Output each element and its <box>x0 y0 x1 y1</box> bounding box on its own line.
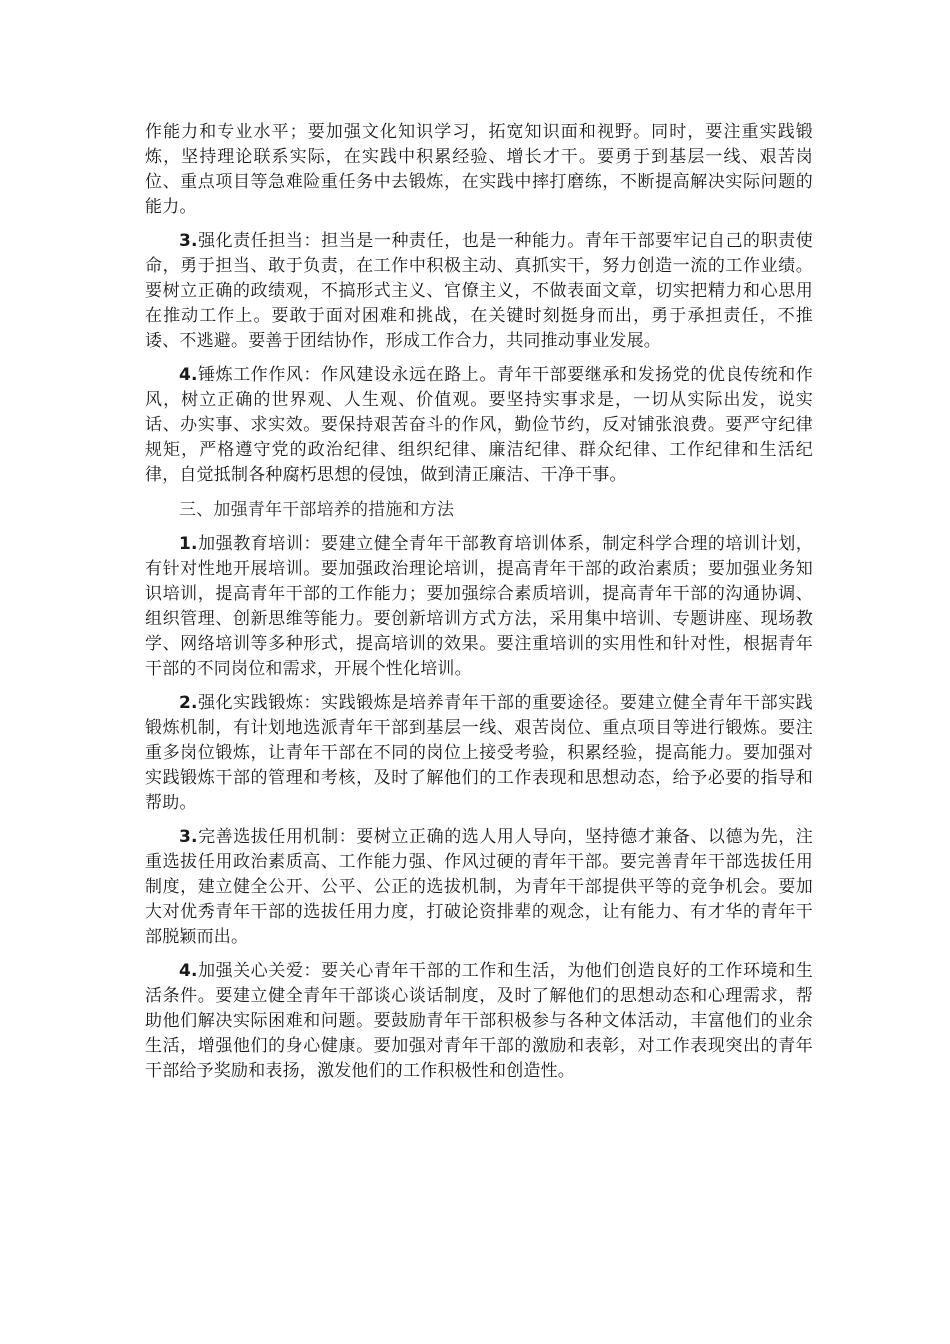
item-number: 4. <box>179 365 198 385</box>
item-text: 加强关心关爱：要关心青年干部的工作和生活，为他们创造良好的工作环境和生活条件。要建立健全青年干部谈心谈话制度，及时了解他们的思想动态和心理需求，帮助他们解决实际困难和问题。要鼓励青年干部积极参与各种文体活动，丰富他们的业余生活，增强他们的身心健康。要加强对青年干部的激励和表彰，对工作表现突出的青年干部给予奖励和表扬，激发他们的工作积极性和创造性。 <box>145 961 813 1081</box>
paragraph-work-style <box>145 363 813 488</box>
item-text: 加强教育培训：要建立健全青年干部教育培训体系，制定科学合理的培训计划，有针对性地开展培训。要加强政治理论培训，提高青年干部的政治素质；要加强业务知识培训，提高青年干部的工作能力；要加强综合素质培训，提高青年干部的沟通协调、组织管理、创新思维等能力。要创新培训方式方法，采用集中培训、专题讲座、现场教学、网络培训等多种形式，提高培训的效果。要注重培训的实用性和针对性，根据青年干部的不同岗位和需求，开展个性化培训。 <box>145 534 813 679</box>
item-number: 2. <box>179 693 198 713</box>
continuation-paragraph: 作能力和专业水平；要加强文化知识学习，拓宽知识面和视野。同时，要注重实践锻炼，坚持理论联系实际，在实践中积累经验、增长才干。要勇于到基层一线、艰苦岗位、重点项目等急难险重任务中去锻炼，在实践中摔打磨练，不断提高解决实际问题的能力。 <box>145 122 813 217</box>
paragraph-practice <box>145 691 813 816</box>
paragraph-selection <box>145 825 813 950</box>
document-page <box>145 120 813 1084</box>
item-number: 3. <box>179 231 198 251</box>
item-number: 3. <box>179 827 198 847</box>
item-text: 强化实践锻炼：实践锻炼是培养青年干部的重要途径。要建立健全青年干部实践锻炼机制，有计划地选派青年干部到基层一线、艰苦岗位、重点项目等进行锻炼。要注重多岗位锻炼，让青年干部在不同的岗位上接受考验，积累经验，提高能力。要加强对实践锻炼干部的管理和考核，及时了解他们的工作表现和思想动态，给予必要的指导和帮助。 <box>145 693 813 813</box>
item-number: 1. <box>179 534 198 554</box>
item-number: 4. <box>179 961 198 981</box>
section-heading: 三、加强青年干部培养的措施和方法 <box>179 500 455 520</box>
item-text: 锤炼工作作风：作风建设永远在路上。青年干部要继承和发扬党的优良传统和作风，树立正确的世界观、人生观、价值观。要坚持实事求是，一切从实际出发，说实话、办实事、求实效。要保持艰苦奋斗的作风，勤俭节约，反对铺张浪费。要严守纪律规矩，严格遵守党的政治纪律、组织纪律、廉洁纪律、群众纪律、工作纪律和生活纪律，自觉抵制各种腐朽思想的侵蚀，做到清正廉洁、干净干事。 <box>145 365 813 485</box>
item-text: 强化责任担当：担当是一种责任，也是一种能力。青年干部要牢记自己的职责使命，勇于担当、敢于负责，在工作中积极主动、真抓实干，努力创造一流的工作业绩。要树立正确的政绩观，不搞形式主义、官僚主义，不做表面文章，切实把精力和心思用在推动工作上。要敢于面对困难和挑战，在关键时刻挺身而出，勇于承担责任，不推诿、不逃避。要善于团结协作，形成工作合力，共同推动事业发展。 <box>145 231 813 351</box>
paragraph-care <box>145 959 813 1084</box>
paragraph-responsibility <box>145 229 813 354</box>
paragraph-education-training <box>145 532 813 682</box>
item-text: 完善选拔任用机制：要树立正确的选人用人导向，坚持德才兼备、以德为先，注重选拔任用政治素质高、工作能力强、作风过硬的青年干部。要完善青年干部选拔任用制度，建立健全公开、公平、公正的选拔机制，为青年干部提供平等的竞争机会。要加大对优秀青年干部的选拔任用力度，打破论资排辈的观念，让有能力、有才华的青年干部脱颖而出。 <box>145 827 813 947</box>
